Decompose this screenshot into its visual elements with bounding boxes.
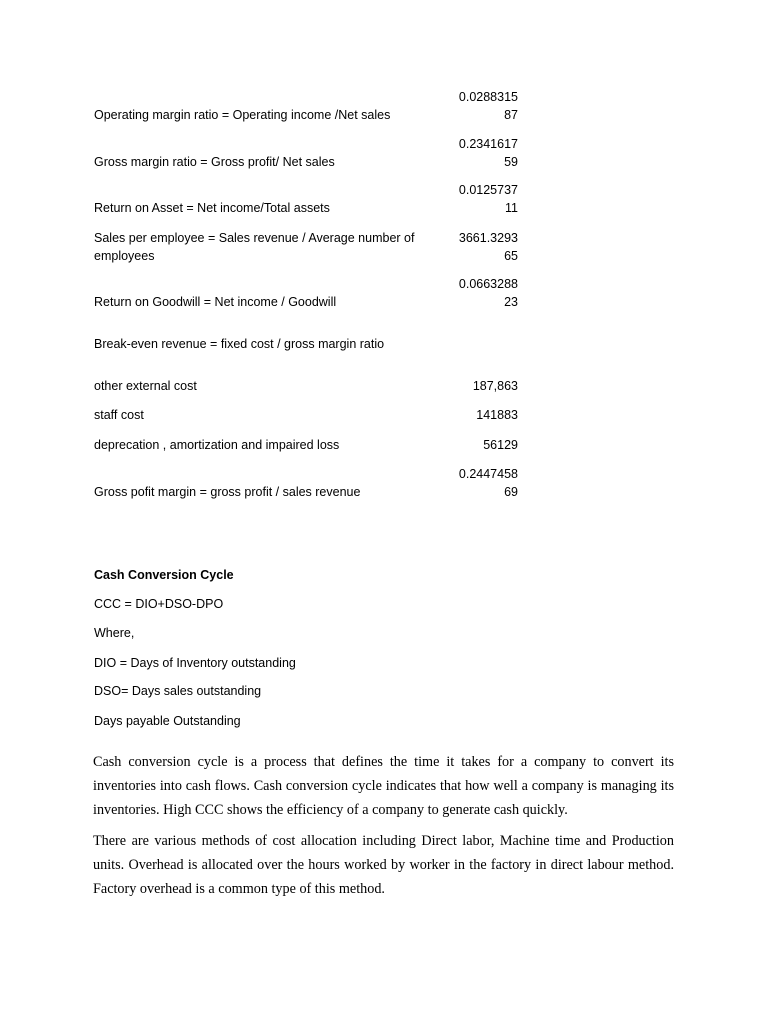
dso-definition: DSO= Days sales outstanding	[94, 684, 262, 698]
ratio-row-operating-margin	[94, 88, 518, 124]
ratio-value	[438, 465, 518, 501]
ratio-label: Return on Asset = Net income/Total assets	[94, 201, 330, 215]
ratio-value	[438, 135, 518, 171]
ratio-value-line2: 59	[504, 155, 518, 169]
break-even-formula: Break-even revenue = fixed cost / gross margin ratio	[94, 337, 385, 351]
ratio-value-line2: 23	[504, 295, 518, 309]
paragraph-cost-allocation: There are various methods of cost allocation including Direct labor, Machine time and Production units. Overhead is allocated over the hours worked by worker in the factory in direct labour method. Factory overhead is a common type of this method.	[93, 833, 674, 897]
ratio-row-gross-margin	[94, 135, 518, 171]
ratio-value	[438, 88, 518, 124]
ratio-value-line2: 87	[504, 108, 518, 122]
ratio-value	[438, 229, 518, 265]
ratio-label-line2: employees	[94, 249, 155, 263]
ratio-label: Operating margin ratio = Operating income /Net sales	[94, 108, 391, 122]
ratio-row-return-on-asset	[94, 181, 518, 217]
section-heading: Cash Conversion Cycle	[94, 568, 234, 582]
ratio-row-return-on-goodwill	[94, 275, 518, 311]
cost-row-depreciation	[94, 436, 518, 454]
ratio-value-line1: 0.0288315	[458, 90, 518, 104]
ccc-formula: CCC = DIO+DSO-DPO	[94, 597, 224, 611]
ratio-row-gross-profit-margin	[94, 465, 518, 501]
ratio-value-line1: 0.2341617	[458, 137, 518, 151]
ratio-value-line2: 65	[504, 249, 518, 263]
ratio-value-line1: 0.0125737	[458, 183, 518, 197]
dpo-definition: Days payable Outstanding	[94, 714, 241, 728]
ratio-row-sales-per-employee	[94, 229, 518, 265]
ratio-value-line2: 69	[504, 485, 518, 499]
cost-value: 141883	[476, 408, 518, 422]
paragraph-ccc: Cash conversion cycle is a process that defines the time it takes for a company to convert its inventories into cash flows. Cash conversion cycle indicates that how well a company is managing its inventories. High CCC shows the efficiency of a company to generate cash quickly.	[93, 754, 674, 818]
cost-row-other-external	[94, 377, 518, 395]
ratio-value-line1: 3661.3293	[458, 231, 518, 245]
ratio-label-line1: Sales per employee = Sales revenue / Average number of	[94, 231, 415, 245]
ratio-value-line1: 0.2447458	[458, 467, 518, 481]
ratio-value	[438, 275, 518, 311]
ratio-label: Gross margin ratio = Gross profit/ Net sales	[94, 155, 335, 169]
ratio-label: Return on Goodwill = Net income / Goodwill	[94, 295, 337, 309]
ratio-label	[94, 229, 434, 265]
where-label: Where,	[94, 626, 135, 640]
ratio-value-line1: 0.0663288	[458, 277, 518, 291]
cost-row-staff	[94, 406, 518, 424]
cost-label: deprecation , amortization and impaired loss	[94, 438, 340, 452]
cost-label: other external cost	[94, 379, 197, 393]
ratio-value-line2: 11	[505, 201, 518, 215]
ratio-value	[438, 181, 518, 217]
cost-label: staff cost	[94, 408, 144, 422]
cost-value: 56129	[483, 438, 518, 452]
dio-definition: DIO = Days of Inventory outstanding	[94, 656, 296, 670]
ratio-label: Gross pofit margin = gross profit / sales revenue	[94, 485, 361, 499]
cost-value: 187,863	[472, 379, 518, 393]
